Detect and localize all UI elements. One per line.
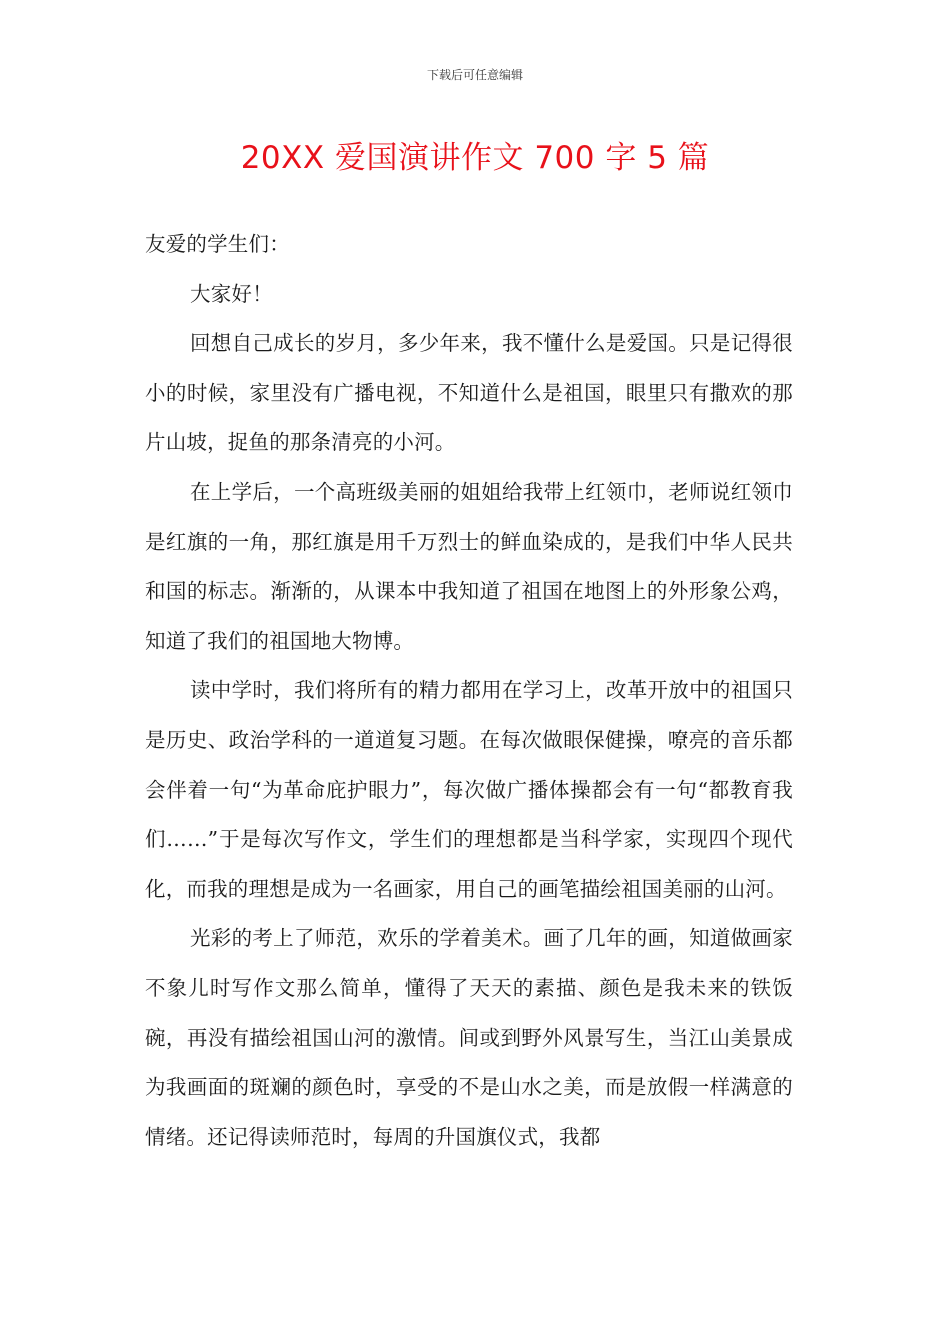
paragraph-4: 光彩的考上了师范，欢乐的学着美术。画了几年的画，知道做画家不象儿时写作文那么简单，懂得了天天的素描、颜色是我未来的铁饭碗，再没有描绘祖国山河的激情。间或到野外风景写生，当江山美景成为我画面的斑斓的颜色时，享受的不是山水之美，而是放假一样满意的情绪。还记得读师范时，每周的升国旗仪式，我都 bbox=[145, 926, 793, 1149]
greeting: 大家好！ bbox=[190, 281, 273, 306]
paragraph-1: 回想自己成长的岁月，多少年来，我不懂什么是爱国。只是记得很小的时候，家里没有广播电视，不知道什么是祖国，眼里只有撒欢的那片山坡，捉鱼的那条清亮的小河。 bbox=[145, 331, 793, 455]
salutation: 友爱的学生们： bbox=[145, 232, 290, 256]
document-body bbox=[145, 220, 793, 1162]
paragraph-2: 在上学后，一个高班级美丽的姐姐给我带上红领巾，老师说红领巾是红旗的一角，那红旗是用千万烈士的鲜血染成的，是我们中华人民共和国的标志。渐渐的，从课本中我知道了祖国在地图上的外形象公鸡，知道了我们的祖国地大物博。 bbox=[145, 479, 793, 653]
header-note: 下载后可任意编辑 bbox=[426, 68, 523, 82]
paragraph-3: 读中学时，我们将所有的精力都用在学习上，改革开放中的祖国只是历史、政治学科的一道道复习题。在每次做眼保健操，嘹亮的音乐都会伴着一句“为革命庇护眼力”，每次做广播体操都会有一句“都教育我们……”于是每次写作文，学生们的理想都是当科学家，实现四个现代化，而我的理想是成为一名画家，用自己的画笔描绘祖国美丽的山河。 bbox=[145, 678, 793, 901]
document-title: 20XX 爱国演讲作文 700 字 5 篇 bbox=[240, 140, 710, 176]
